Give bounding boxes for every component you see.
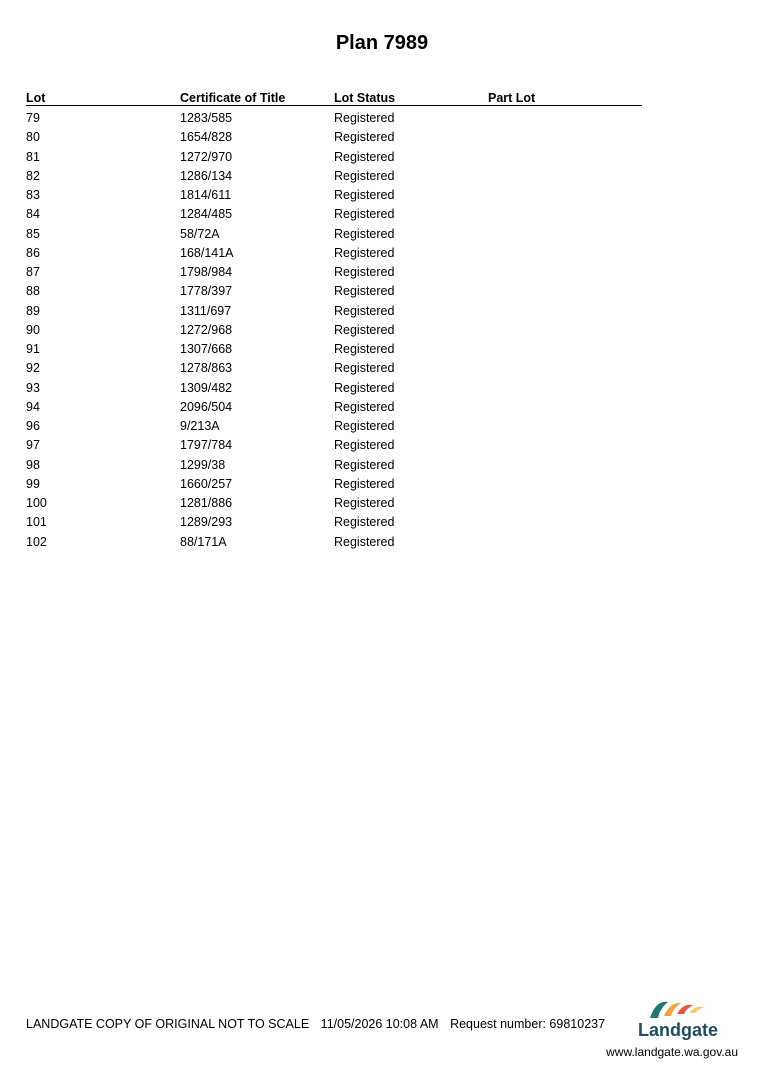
table-row — [26, 321, 642, 340]
cell-part-lot — [488, 436, 642, 455]
cell-part-lot — [488, 282, 642, 301]
cell-lot: 101 — [26, 515, 47, 530]
cell-certificate: 1283/585 — [180, 111, 233, 125]
table-row — [26, 186, 642, 205]
cell-status: Registered — [334, 515, 395, 530]
table-row — [26, 302, 642, 321]
cell-part-lot — [488, 205, 642, 224]
cell-lot: 84 — [26, 207, 40, 222]
landgate-logo — [638, 998, 718, 1046]
cell-certificate: 1654/828 — [180, 130, 233, 145]
cell-certificate: 1778/397 — [180, 284, 233, 299]
cell-certificate: 1660/257 — [180, 476, 233, 491]
cell-part-lot — [488, 244, 642, 263]
cell-part-lot — [488, 513, 642, 532]
footer-request-number: Request number: 69810237 — [450, 1017, 606, 1031]
cell-status: Registered — [334, 226, 395, 241]
cell-certificate: 9/213A — [180, 419, 220, 433]
cell-certificate: 1311/697 — [180, 303, 232, 318]
cell-lot: 94 — [26, 399, 40, 414]
cell-certificate: 1281/886 — [180, 496, 233, 510]
cell-certificate: 1307/668 — [180, 342, 233, 356]
table-row — [26, 282, 642, 301]
cell-certificate: 1284/485 — [180, 207, 233, 222]
table-row — [26, 244, 642, 263]
footer-info — [26, 1017, 613, 1031]
cell-certificate: 1798/984 — [180, 265, 233, 279]
cell-status: Registered — [334, 168, 395, 183]
lot-table — [26, 90, 642, 552]
footer-timestamp: 11/05/2026 10:08 AM — [320, 1017, 439, 1031]
table-row — [26, 513, 642, 532]
table-row — [26, 398, 642, 417]
table-row — [26, 128, 642, 147]
table-row — [26, 340, 642, 359]
cell-lot: 86 — [26, 245, 40, 260]
cell-status: Registered — [334, 303, 395, 318]
cell-part-lot — [488, 186, 642, 205]
footer-url: www.landgate.wa.gov.au — [606, 1045, 738, 1059]
cell-certificate: 58/72A — [180, 226, 220, 241]
table-row — [26, 167, 642, 186]
cell-lot: 98 — [26, 457, 40, 472]
cell-status: Registered — [334, 361, 395, 376]
cell-certificate: 1286/134 — [180, 168, 233, 183]
cell-part-lot — [488, 379, 642, 398]
table-row — [26, 417, 642, 436]
cell-part-lot — [488, 475, 642, 494]
cell-lot: 85 — [26, 226, 40, 241]
cell-certificate: 1309/482 — [180, 380, 233, 395]
cell-part-lot — [488, 148, 642, 167]
landgate-logo-icon — [648, 998, 714, 1020]
cell-lot: 88 — [26, 284, 40, 299]
cell-part-lot — [488, 321, 642, 340]
cell-part-lot — [488, 456, 642, 475]
cell-lot: 102 — [26, 534, 47, 549]
cell-status: Registered — [334, 322, 395, 337]
table-row — [26, 263, 642, 282]
cell-status: Registered — [334, 496, 395, 510]
table-row — [26, 494, 642, 513]
cell-part-lot — [488, 225, 642, 244]
cell-certificate: 1278/863 — [180, 361, 233, 376]
cell-lot: 92 — [26, 361, 40, 376]
cell-status: Registered — [334, 419, 395, 433]
cell-lot: 79 — [26, 111, 40, 125]
cell-status: Registered — [334, 111, 395, 125]
table-row — [26, 148, 642, 167]
cell-status: Registered — [334, 457, 395, 472]
table-header — [26, 90, 642, 106]
cell-certificate: 1797/784 — [180, 438, 233, 453]
table-row — [26, 109, 642, 128]
cell-part-lot — [488, 167, 642, 186]
cell-part-lot — [488, 417, 642, 436]
table-row — [26, 359, 642, 378]
cell-status: Registered — [334, 534, 395, 549]
cell-lot: 96 — [26, 419, 40, 433]
cell-lot: 81 — [26, 149, 40, 164]
cell-part-lot — [488, 263, 642, 282]
table-body — [26, 106, 642, 552]
cell-lot: 89 — [26, 303, 40, 318]
logo-wordmark: Landgate — [638, 1020, 719, 1040]
cell-part-lot — [488, 340, 642, 359]
table-row — [26, 436, 642, 455]
cell-part-lot — [488, 494, 642, 513]
cell-part-lot — [488, 109, 642, 128]
cell-status: Registered — [334, 130, 395, 145]
cell-part-lot — [488, 302, 642, 321]
page-title: Plan 7989 — [335, 32, 429, 54]
cell-lot: 100 — [26, 496, 47, 510]
cell-status: Registered — [334, 245, 395, 260]
cell-certificate: 88/171A — [180, 534, 227, 549]
cell-lot: 91 — [26, 342, 40, 356]
footer-disclaimer: LANDGATE COPY OF ORIGINAL NOT TO SCALE — [26, 1017, 310, 1031]
table-row — [26, 456, 642, 475]
cell-status: Registered — [334, 380, 395, 395]
cell-part-lot — [488, 128, 642, 147]
cell-lot: 87 — [26, 265, 40, 279]
header-status: Lot Status — [334, 91, 396, 105]
cell-lot: 83 — [26, 188, 40, 202]
cell-lot: 80 — [26, 130, 40, 145]
cell-certificate: 168/141A — [180, 245, 234, 260]
cell-lot: 90 — [26, 322, 40, 337]
cell-status: Registered — [334, 265, 395, 279]
cell-status: Registered — [334, 207, 395, 222]
cell-certificate: 1272/968 — [180, 322, 233, 337]
cell-status: Registered — [334, 476, 395, 491]
header-certificate: Certificate of Title — [180, 91, 286, 105]
header-lot: Lot — [26, 91, 46, 105]
table-row — [26, 533, 642, 552]
cell-status: Registered — [334, 284, 395, 299]
table-row — [26, 205, 642, 224]
cell-status: Registered — [334, 342, 395, 356]
cell-lot: 97 — [26, 438, 40, 453]
cell-status: Registered — [334, 149, 395, 164]
cell-status: Registered — [334, 399, 395, 414]
cell-certificate: 1814/611 — [180, 188, 232, 202]
header-part-lot: Part Lot — [488, 91, 536, 105]
table-row — [26, 225, 642, 244]
cell-status: Registered — [334, 438, 395, 453]
cell-lot: 99 — [26, 476, 40, 491]
cell-part-lot — [488, 533, 642, 552]
cell-status: Registered — [334, 188, 395, 202]
cell-certificate: 2096/504 — [180, 399, 233, 414]
cell-part-lot — [488, 398, 642, 417]
cell-part-lot — [488, 359, 642, 378]
cell-lot: 93 — [26, 380, 40, 395]
cell-lot: 82 — [26, 168, 40, 183]
cell-certificate: 1272/970 — [180, 149, 233, 164]
cell-certificate: 1299/38 — [180, 457, 226, 472]
table-row — [26, 379, 642, 398]
table-row — [26, 475, 642, 494]
cell-certificate: 1289/293 — [180, 515, 233, 530]
